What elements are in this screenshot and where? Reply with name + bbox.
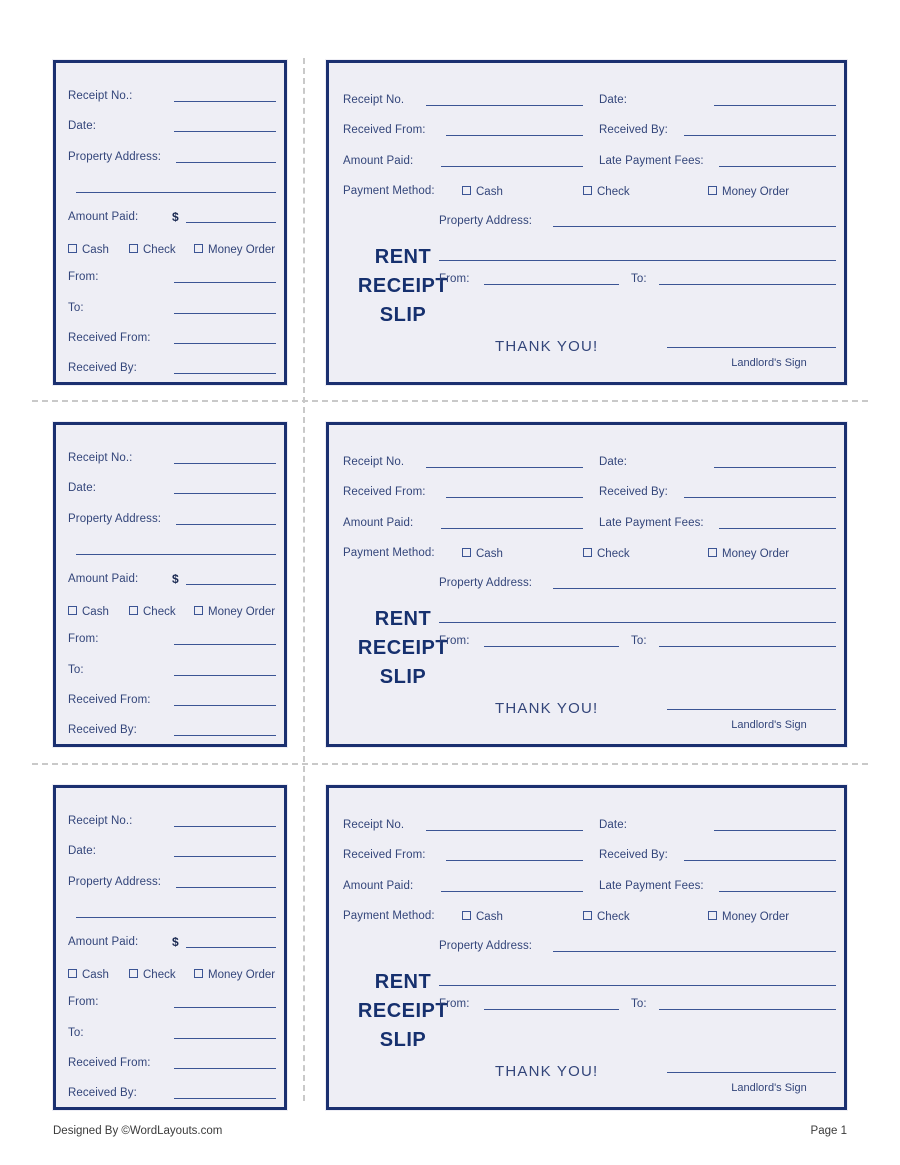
stub-field-to[interactable] — [174, 1038, 276, 1039]
receipt-checkbox-check[interactable] — [583, 186, 630, 199]
stub-label-receipt-no: Receipt No.: — [68, 452, 133, 464]
stub-label-received-from: Received From: — [68, 332, 151, 344]
stub-field-from[interactable] — [174, 282, 276, 283]
receipt-field-amount-paid[interactable] — [441, 528, 583, 529]
receipt-label-received-from: Received From: — [343, 486, 426, 498]
receipt-signature-label: Landlord's Sign — [731, 1082, 807, 1094]
stub-field-from[interactable] — [174, 1007, 276, 1008]
receipt-title-line-3: SLIP — [379, 304, 427, 326]
checkbox-square-icon[interactable] — [462, 548, 471, 557]
page-footer — [0, 1126, 900, 1146]
receipt-checkbox-cash-label: Cash — [476, 911, 503, 923]
receipt-field-property-address-line2[interactable] — [439, 622, 836, 623]
receipt-title — [343, 968, 463, 1055]
receipt-label-amount-paid: Amount Paid: — [343, 880, 414, 892]
stub-field-property-address-line2[interactable] — [76, 192, 276, 193]
stub-label-property-address: Property Address: — [68, 151, 162, 163]
checkbox-square-icon[interactable] — [462, 911, 471, 920]
receipt-checkbox-money-order-label: Money Order — [722, 548, 790, 560]
stub-field-date[interactable] — [174, 131, 276, 132]
receipt-field-property-address-line1[interactable] — [553, 951, 836, 952]
receipt-checkbox-check-label: Check — [597, 186, 630, 198]
checkbox-square-icon[interactable] — [194, 606, 203, 615]
stub-field-property-address-line1[interactable] — [176, 524, 276, 525]
stub-label-from: From: — [68, 633, 99, 645]
receipt-field-to[interactable] — [659, 284, 836, 285]
stub-label-to: To: — [68, 302, 84, 314]
receipt-label-received-by: Received By: — [599, 124, 668, 136]
receipt-field-received-from[interactable] — [446, 497, 583, 498]
receipt-label-receipt-no: Receipt No. — [343, 819, 405, 831]
cut-line-horizontal-2 — [32, 763, 868, 765]
receipt-checkbox-money-order[interactable] — [708, 186, 789, 199]
receipt-checkbox-money-order-label: Money Order — [722, 186, 790, 198]
receipt-checkbox-check-label: Check — [597, 911, 630, 923]
stub-label-property-address: Property Address: — [68, 876, 162, 888]
receipt-label-received-by: Received By: — [599, 849, 668, 861]
stub-checkbox-check-label: Check — [143, 969, 176, 981]
stub-checkbox-money-order[interactable] — [194, 969, 275, 982]
receipt-field-from[interactable] — [484, 646, 619, 647]
stub-field-property-address-line1[interactable] — [176, 162, 276, 163]
receipt-field-to[interactable] — [659, 1009, 836, 1010]
stub-field-amount-paid[interactable] — [186, 584, 276, 585]
receipt-checkbox-cash-label: Cash — [476, 186, 503, 198]
stub-label-date: Date: — [68, 845, 96, 857]
receipt-label-late-payment-fees: Late Payment Fees: — [599, 155, 704, 167]
receipt-label-payment-method: Payment Method: — [343, 185, 435, 197]
checkbox-square-icon[interactable] — [129, 969, 138, 978]
receipt-field-receipt-no[interactable] — [426, 830, 583, 831]
stub-label-property-address: Property Address: — [68, 513, 162, 525]
stub-field-received-from[interactable] — [174, 705, 276, 706]
checkbox-square-icon[interactable] — [194, 244, 203, 253]
stub-field-amount-paid[interactable] — [186, 222, 276, 223]
stub-label-received-by: Received By: — [68, 724, 137, 736]
stub-field-to[interactable] — [174, 313, 276, 314]
receipt-field-signature[interactable] — [667, 1072, 836, 1073]
checkbox-square-icon[interactable] — [129, 606, 138, 615]
stub-label-received-by: Received By: — [68, 1087, 137, 1099]
stub-field-date[interactable] — [174, 493, 276, 494]
receipt-label-property-address: Property Address: — [439, 215, 533, 227]
receipt-field-property-address-line1[interactable] — [553, 588, 836, 589]
receipt-stub-card — [53, 422, 287, 747]
receipt-signature-label: Landlord's Sign — [731, 719, 807, 731]
stub-field-receipt-no[interactable] — [174, 826, 276, 827]
stub-label-receipt-no: Receipt No.: — [68, 815, 133, 827]
receipt-label-receipt-no: Receipt No. — [343, 94, 405, 106]
receipt-label-payment-method: Payment Method: — [343, 910, 435, 922]
checkbox-square-icon[interactable] — [583, 186, 592, 195]
receipt-field-received-from[interactable] — [446, 860, 583, 861]
receipt-thank-you: THANK YOU! — [495, 700, 599, 717]
stub-checkbox-cash[interactable] — [68, 244, 109, 257]
checkbox-square-icon[interactable] — [708, 911, 717, 920]
stub-field-received-from[interactable] — [174, 343, 276, 344]
stub-field-receipt-no[interactable] — [174, 463, 276, 464]
receipt-checkbox-money-order[interactable] — [708, 548, 789, 561]
stub-label-received-from: Received From: — [68, 1057, 151, 1069]
stub-checkbox-money-order[interactable] — [194, 244, 275, 257]
stub-label-to: To: — [68, 664, 84, 676]
checkbox-square-icon[interactable] — [194, 969, 203, 978]
stub-label-from: From: — [68, 271, 99, 283]
stub-checkbox-check[interactable] — [129, 606, 176, 619]
receipt-field-late-payment-fees[interactable] — [719, 166, 836, 167]
checkbox-square-icon[interactable] — [68, 969, 77, 978]
checkbox-square-icon[interactable] — [708, 548, 717, 557]
checkbox-square-icon[interactable] — [708, 186, 717, 195]
receipt-field-date[interactable] — [714, 105, 836, 106]
page-number: Page 1 — [810, 1125, 847, 1137]
receipt-label-to: To: — [631, 998, 647, 1010]
stub-checkbox-cash-label: Cash — [82, 969, 109, 981]
checkbox-square-icon[interactable] — [129, 244, 138, 253]
stub-label-amount-paid: Amount Paid: — [68, 211, 139, 223]
stub-currency-symbol: $ — [172, 210, 179, 224]
receipt-label-receipt-no: Receipt No. — [343, 456, 405, 468]
stub-label-to: To: — [68, 1027, 84, 1039]
receipt-field-property-address-line2[interactable] — [439, 260, 836, 261]
stub-label-date: Date: — [68, 120, 96, 132]
receipt-label-received-by: Received By: — [599, 486, 668, 498]
designer-credit: Designed By ©WordLayouts.com — [53, 1125, 223, 1137]
receipt-signature-label: Landlord's Sign — [731, 357, 807, 369]
receipt-label-from: From: — [439, 273, 470, 285]
stub-field-received-by[interactable] — [174, 735, 276, 736]
receipt-field-receipt-no[interactable] — [426, 105, 583, 106]
receipt-title-line-1: RENT — [374, 246, 432, 268]
receipt-checkbox-check[interactable] — [583, 548, 630, 561]
checkbox-square-icon[interactable] — [462, 186, 471, 195]
receipt-stub-card — [53, 60, 287, 385]
receipt-field-amount-paid[interactable] — [441, 166, 583, 167]
receipt-checkbox-cash[interactable] — [462, 548, 503, 561]
receipt-label-received-from: Received From: — [343, 124, 426, 136]
receipt-checkbox-money-order[interactable] — [708, 911, 789, 924]
receipt-field-signature[interactable] — [667, 709, 836, 710]
stub-checkbox-cash-label: Cash — [82, 244, 109, 256]
stub-field-property-address-line2[interactable] — [76, 917, 276, 918]
stub-field-amount-paid[interactable] — [186, 947, 276, 948]
receipt-title-line-2: RECEIPT — [357, 1000, 449, 1022]
stub-label-receipt-no: Receipt No.: — [68, 90, 133, 102]
receipt-label-amount-paid: Amount Paid: — [343, 155, 414, 167]
receipt-field-to[interactable] — [659, 646, 836, 647]
receipt-label-to: To: — [631, 635, 647, 647]
receipt-field-from[interactable] — [484, 1009, 619, 1010]
receipt-label-payment-method: Payment Method: — [343, 547, 435, 559]
stub-label-received-from: Received From: — [68, 694, 151, 706]
stub-label-amount-paid: Amount Paid: — [68, 573, 139, 585]
stub-label-amount-paid: Amount Paid: — [68, 936, 139, 948]
stub-field-date[interactable] — [174, 856, 276, 857]
stub-field-received-by[interactable] — [174, 373, 276, 374]
receipt-checkbox-check[interactable] — [583, 911, 630, 924]
stub-checkbox-cash-label: Cash — [82, 606, 109, 618]
receipt-field-received-by[interactable] — [684, 135, 836, 136]
receipt-label-amount-paid: Amount Paid: — [343, 517, 414, 529]
stub-label-date: Date: — [68, 482, 96, 494]
receipt-checkbox-cash[interactable] — [462, 911, 503, 924]
checkbox-square-icon[interactable] — [583, 911, 592, 920]
receipt-title-line-3: SLIP — [379, 1029, 427, 1051]
receipt-field-signature[interactable] — [667, 347, 836, 348]
receipt-title — [343, 605, 463, 692]
stub-checkbox-cash[interactable] — [68, 969, 109, 982]
stub-checkbox-check-label: Check — [143, 606, 176, 618]
stub-field-receipt-no[interactable] — [174, 101, 276, 102]
receipt-title-line-1: RENT — [374, 608, 432, 630]
stub-checkbox-money-order-label: Money Order — [208, 606, 276, 618]
receipt-field-late-payment-fees[interactable] — [719, 891, 836, 892]
receipt-checkbox-check-label: Check — [597, 548, 630, 560]
stub-field-received-from[interactable] — [174, 1068, 276, 1069]
receipt-title — [343, 243, 463, 330]
stub-field-received-by[interactable] — [174, 1098, 276, 1099]
checkbox-square-icon[interactable] — [68, 606, 77, 615]
stub-checkbox-money-order-label: Money Order — [208, 969, 276, 981]
receipt-title-line-1: RENT — [374, 971, 432, 993]
receipt-label-to: To: — [631, 273, 647, 285]
receipt-field-property-address-line1[interactable] — [553, 226, 836, 227]
receipt-label-received-from: Received From: — [343, 849, 426, 861]
receipt-label-date: Date: — [599, 94, 627, 106]
stub-field-from[interactable] — [174, 644, 276, 645]
stub-currency-symbol: $ — [172, 572, 179, 586]
receipt-field-date[interactable] — [714, 830, 836, 831]
rent-receipt-card — [326, 422, 847, 747]
receipt-stub-card — [53, 785, 287, 1110]
stub-checkbox-money-order[interactable] — [194, 606, 275, 619]
stub-checkbox-check[interactable] — [129, 969, 176, 982]
receipt-title-line-2: RECEIPT — [357, 637, 449, 659]
receipt-thank-you: THANK YOU! — [495, 1063, 599, 1080]
receipt-field-from[interactable] — [484, 284, 619, 285]
receipt-label-date: Date: — [599, 819, 627, 831]
receipt-field-property-address-line2[interactable] — [439, 985, 836, 986]
receipt-label-from: From: — [439, 998, 470, 1010]
receipt-label-late-payment-fees: Late Payment Fees: — [599, 880, 704, 892]
receipt-checkbox-cash-label: Cash — [476, 548, 503, 560]
checkbox-square-icon[interactable] — [68, 244, 77, 253]
receipt-label-property-address: Property Address: — [439, 577, 533, 589]
receipt-label-property-address: Property Address: — [439, 940, 533, 952]
receipt-row — [0, 60, 900, 385]
receipt-checkbox-money-order-label: Money Order — [722, 911, 790, 923]
stub-field-to[interactable] — [174, 675, 276, 676]
receipt-label-from: From: — [439, 635, 470, 647]
stub-checkbox-cash[interactable] — [68, 606, 109, 619]
stub-label-from: From: — [68, 996, 99, 1008]
receipt-field-late-payment-fees[interactable] — [719, 528, 836, 529]
receipt-row — [0, 785, 900, 1110]
receipt-field-received-by[interactable] — [684, 497, 836, 498]
stub-checkbox-check-label: Check — [143, 244, 176, 256]
receipt-row — [0, 422, 900, 747]
checkbox-square-icon[interactable] — [583, 548, 592, 557]
rent-receipt-card — [326, 785, 847, 1110]
receipt-field-date[interactable] — [714, 467, 836, 468]
receipt-thank-you: THANK YOU! — [495, 338, 599, 355]
receipt-label-late-payment-fees: Late Payment Fees: — [599, 517, 704, 529]
receipt-title-line-2: RECEIPT — [357, 275, 449, 297]
stub-checkbox-check[interactable] — [129, 244, 176, 257]
stub-checkbox-money-order-label: Money Order — [208, 244, 276, 256]
receipt-title-line-3: SLIP — [379, 666, 427, 688]
receipt-field-received-by[interactable] — [684, 860, 836, 861]
receipt-field-amount-paid[interactable] — [441, 891, 583, 892]
receipt-checkbox-cash[interactable] — [462, 186, 503, 199]
rent-receipt-card — [326, 60, 847, 385]
receipt-field-receipt-no[interactable] — [426, 467, 583, 468]
receipt-field-received-from[interactable] — [446, 135, 583, 136]
stub-label-received-by: Received By: — [68, 362, 137, 374]
stub-field-property-address-line1[interactable] — [176, 887, 276, 888]
cut-line-horizontal-1 — [32, 400, 868, 402]
stub-currency-symbol: $ — [172, 935, 179, 949]
receipt-label-date: Date: — [599, 456, 627, 468]
stub-field-property-address-line2[interactable] — [76, 554, 276, 555]
